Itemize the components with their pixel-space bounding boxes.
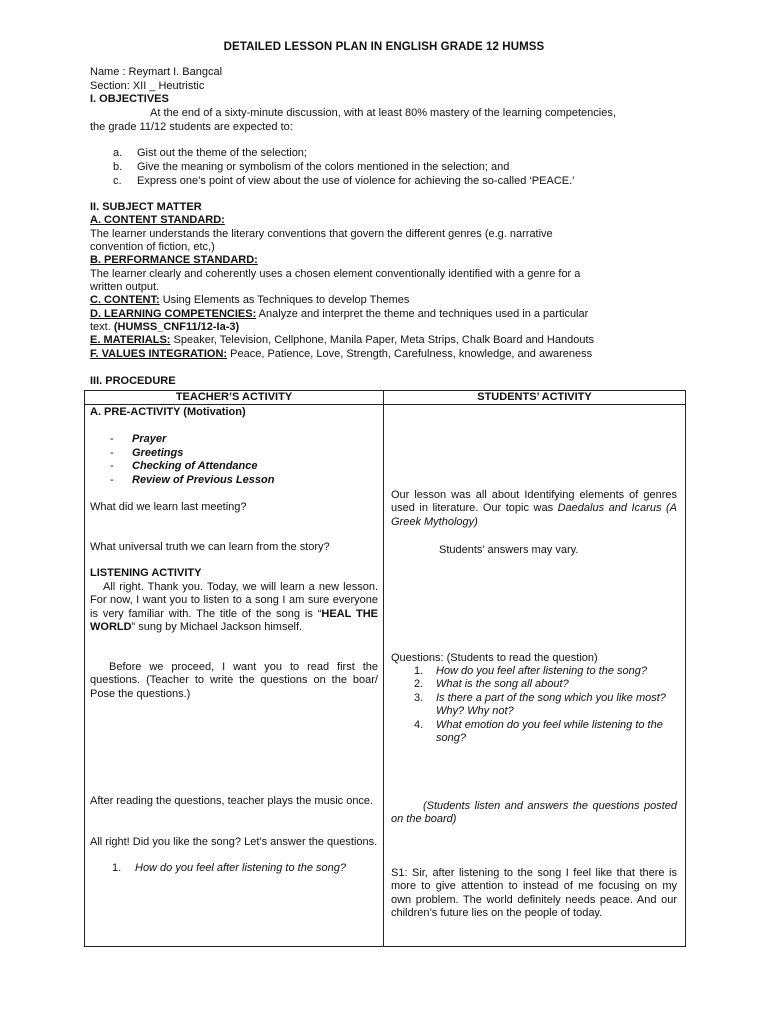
students-column-header: STUDENTS’ ACTIVITY <box>384 391 686 405</box>
objective-marker: c. <box>113 175 122 187</box>
listening-text-b: ” sung by Michael Jackson himself. <box>131 621 303 634</box>
content-label: C. CONTENT: <box>90 294 160 306</box>
content-line <box>90 294 409 307</box>
bullet-dash: - <box>110 474 114 486</box>
teacher-column-header: TEACHER’S ACTIVITY <box>85 391 384 405</box>
teacher-cell <box>85 405 384 947</box>
question-marker: 2. <box>414 678 424 690</box>
values-value: Peace, Patience, Love, Strength, Carefulness, knowledge, and awareness <box>227 348 593 360</box>
student-question-1: How do you feel after listening to the song? <box>436 665 647 677</box>
procedure-table <box>84 390 686 947</box>
lesson-answer <box>391 489 677 529</box>
after-reading-text: After reading the questions, teacher plays the music once. <box>90 795 374 807</box>
objective-text: Give the meaning or symbolism of the colors mentioned in the selection; and <box>137 161 510 173</box>
student-question-4: What emotion do you feel while listening to the song? <box>436 719 663 745</box>
table-row <box>85 405 686 947</box>
competencies-line-1 <box>90 308 588 321</box>
bullet-review: Review of Previous Lesson <box>132 474 275 486</box>
competencies-code: (HUMSS_CNF11/12-Ia-3) <box>113 321 240 333</box>
objectives-intro-1: At the end of a sixty-minute discussion, with at least 80% mastery of the learning competencies, <box>150 107 616 119</box>
pre-activity-heading: A. PRE-ACTIVITY (Motivation) <box>90 406 246 418</box>
lesson-answer-topic: Daedalus and Icarus (A Greek Mythology) <box>391 502 677 528</box>
question-marker: 4. <box>414 719 424 731</box>
students-cell <box>384 405 686 947</box>
lesson-answer-text: Our lesson was all about Identifying elements of genres used in literature. Our topic was <box>391 489 677 515</box>
question-last-meeting: What did we learn last meeting? <box>90 501 247 513</box>
question-marker: 3. <box>414 692 424 704</box>
listening-activity-heading: LISTENING ACTIVITY <box>90 567 202 579</box>
performance-standard-2: written output. <box>90 281 160 293</box>
competencies-value-1: Analyze and interpret the theme and techniques used in a particular <box>256 308 589 320</box>
question-marker: 1. <box>414 665 424 677</box>
student-question-2: What is the song all about? <box>436 678 569 690</box>
listening-text-a: All right. Thank you. Today, we will learn a new lesson. For now, I want you to listen to a song I am sure everyone is very familiar with. The title of the song is “ <box>90 581 378 620</box>
table-header-row <box>85 391 686 405</box>
objectives-intro-2: the grade 11/12 students are expected to: <box>90 121 293 133</box>
content-standard-label: A. CONTENT STANDARD: <box>90 214 225 226</box>
bullet-greetings: Greetings <box>132 447 184 459</box>
student-answer-s1: S1: Sir, after listening to the song I feel like that there is more to give attention to instead of me focusing on my own problem. The world definitely needs peace. And our children’s future lies on the people of today. <box>391 867 677 920</box>
values-label: F. VALUES INTEGRATION: <box>90 348 228 360</box>
student-question-3: Is there a part of the song which you like most? Why? Why not? <box>436 692 666 718</box>
document-title: DETAILED LESSON PLAN IN ENGLISH GRADE 12 HUMSS <box>223 41 545 53</box>
procedure-heading: III. PROCEDURE <box>90 375 176 387</box>
teacher-question-1: How do you feel after listening to the song? <box>135 862 346 874</box>
content-standard-2: convention of fiction, etc,) <box>90 241 215 253</box>
objective-marker: a. <box>113 147 123 159</box>
before-proceed-text: Before we proceed, I want you to read first the questions. (Teacher to write the questions on the boar/ Pose the questions.) <box>90 661 378 700</box>
content-standard-1: The learner understands the literary conventions that govern the different genres (e.g. narrative <box>90 228 553 240</box>
competencies-value-2: text. <box>90 321 114 333</box>
materials-line <box>90 334 594 347</box>
materials-label: E. MATERIALS: <box>90 334 171 346</box>
students-listen-note: (Students listen and answers the questions posted on the board) <box>391 800 677 826</box>
objective-text: Express one’s point of view about the use of violence for achieving the so-called ‘PEACE.’ <box>137 175 575 187</box>
competencies-label: D. LEARNING COMPETENCIES: <box>90 308 257 320</box>
bullet-prayer: Prayer <box>132 433 167 445</box>
objectives-heading: I. OBJECTIVES <box>90 93 169 105</box>
objective-text: Gist out the theme of the selection; <box>137 147 307 159</box>
materials-value: Speaker, Television, Cellphone, Manila Paper, Meta Strips, Chalk Board and Handouts <box>170 334 595 346</box>
section-line: Section: XII _ Heutristic <box>90 80 205 92</box>
subject-matter-heading: II. SUBJECT MATTER <box>90 201 202 213</box>
listening-paragraph <box>90 581 378 635</box>
performance-standard-1: The learner clearly and coherently uses a chosen element conventionally identified with a genre for a <box>90 268 581 280</box>
bullet-dash: - <box>110 433 114 445</box>
all-right-text: All right! Did you like the song? Let’s answer the questions. <box>90 836 378 848</box>
questions-intro: Questions: (Students to read the question) <box>391 652 598 664</box>
answers-vary: Students’ answers may vary. <box>439 544 579 556</box>
competencies-line-2 <box>90 321 239 334</box>
author-name: Name : Reymart I. Bangcal <box>90 66 223 78</box>
bullet-dash: - <box>110 460 114 472</box>
objective-marker: b. <box>113 161 123 173</box>
bullet-dash: - <box>110 447 114 459</box>
question-universal-truth: What universal truth we can learn from the story? <box>90 541 330 553</box>
performance-standard-label: B. PERFORMANCE STANDARD: <box>90 254 258 266</box>
teacher-question-marker: 1. <box>112 862 122 874</box>
values-line <box>90 348 592 361</box>
content-value: Using Elements as Techniques to develop Themes <box>159 294 410 306</box>
objective-item-a <box>113 147 307 160</box>
song-title: HEAL THE WORLD <box>90 607 378 634</box>
objective-item-c <box>113 175 575 188</box>
bullet-attendance: Checking of Attendance <box>132 460 258 472</box>
objective-item-b <box>113 161 509 174</box>
